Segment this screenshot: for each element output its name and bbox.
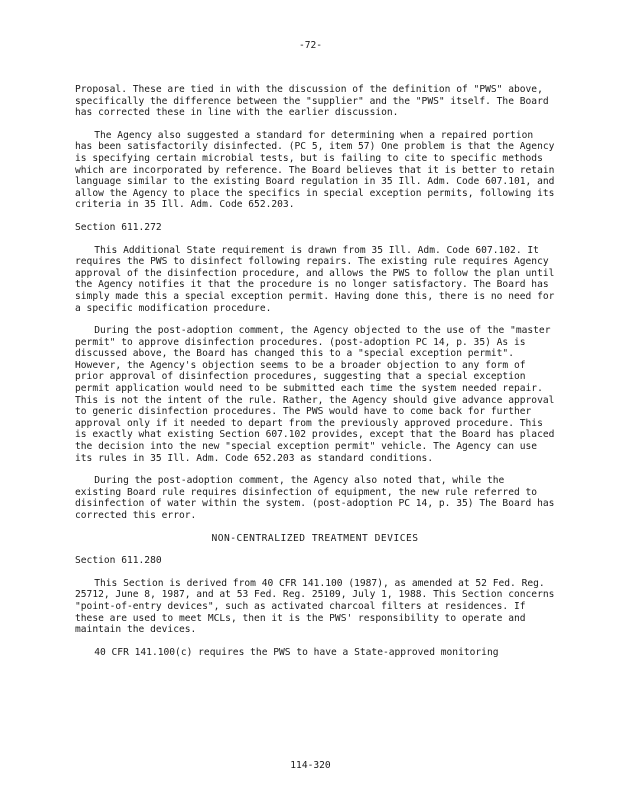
body-text xyxy=(75,84,555,669)
paragraph: Proposal. These are tied in with the discussion of the definition of "PWS" above, specifically the difference between the "supplier" and the "PWS" itself. The Board has corrected these in line with the earlier discussion. xyxy=(75,84,549,119)
footer-page-id: 114-320 xyxy=(290,760,331,771)
paragraph: This Additional State requirement is drawn from 35 Ill. Adm. Code 607.102. It requires the PWS to disinfect following repairs. The existing rule requires Agency approval of the disinfection procedure, and allows the PWS to follow the plan until the Agency notifies it that the procedure is no longer satisfactory. The Board has simply made this a special exception permit. Having done this, there is no need for a specific modification procedure. xyxy=(75,244,555,314)
paragraph: During the post-adoption comment, the Agency objected to the use of the "master permit" to approve disinfection procedures. (post-adoption PC 14, p. 35) As is discussed above, the Board has changed this to a "special exception permit". However, the Agency's objection seems to be a broader objection to any form of prior approval of disinfection procedures, suggesting that a special exception permit application would need to be submitted each time the system needed repair. This is not the intent of the rule. Rather, the Agency should give advance approval to generic disinfection procedures. The PWS would have to come back for further approval only if it needed to depart from the previously approved procedure. This is exactly what existing Section 607.102 provides, except that the Board has placed the decision into the new "special exception permit" vehicle. The Agency can use its rules in 35 Ill. Adm. Code 652.203 as standard conditions. xyxy=(75,325,555,464)
paragraph: 40 CFR 141.100(c) requires the PWS to have a State-approved monitoring xyxy=(94,646,499,658)
section-heading: Section 611.280 xyxy=(75,555,162,567)
section-heading: Section 611.272 xyxy=(75,221,162,233)
paragraph: The Agency also suggested a standard for determining when a repaired portion has been satisfactorily disinfected. (PC 5, item 57) One problem is that the Agency is specifying certain microbial tests, but is failing to cite to specific methods which are incorporated by reference. The Board believes that it is better to retain language similar to the existing Board regulation in 35 Ill. Adm. Code 607.101, and allow the Agency to place the specifics in special exception permits, following its criteria in 35 Ill. Adm. Code 652.203. xyxy=(75,129,555,211)
paragraph: During the post-adoption comment, the Agency also noted that, while the existing Board rule requires disinfection of equipment, the new rule referred to disinfection of water within the system. (post-adoption PC 14, p. 35) The Board has corrected this error. xyxy=(75,475,555,521)
paragraph: This Section is derived from 40 CFR 141.100 (1987), as amended at 52 Fed. Reg. 25712, June 8, 1987, and at 53 Fed. Reg. 25109, July 1, 1988. This Section concerns "point-of-entry devices", such as activated charcoal filters at residences. If these are used to meet MCLs, then it is the PWS' responsibility to operate and maintain the devices. xyxy=(75,577,555,636)
center-heading: NON-CENTRALIZED TREATMENT DEVICES xyxy=(211,532,419,544)
page-number: -72- xyxy=(298,40,323,51)
